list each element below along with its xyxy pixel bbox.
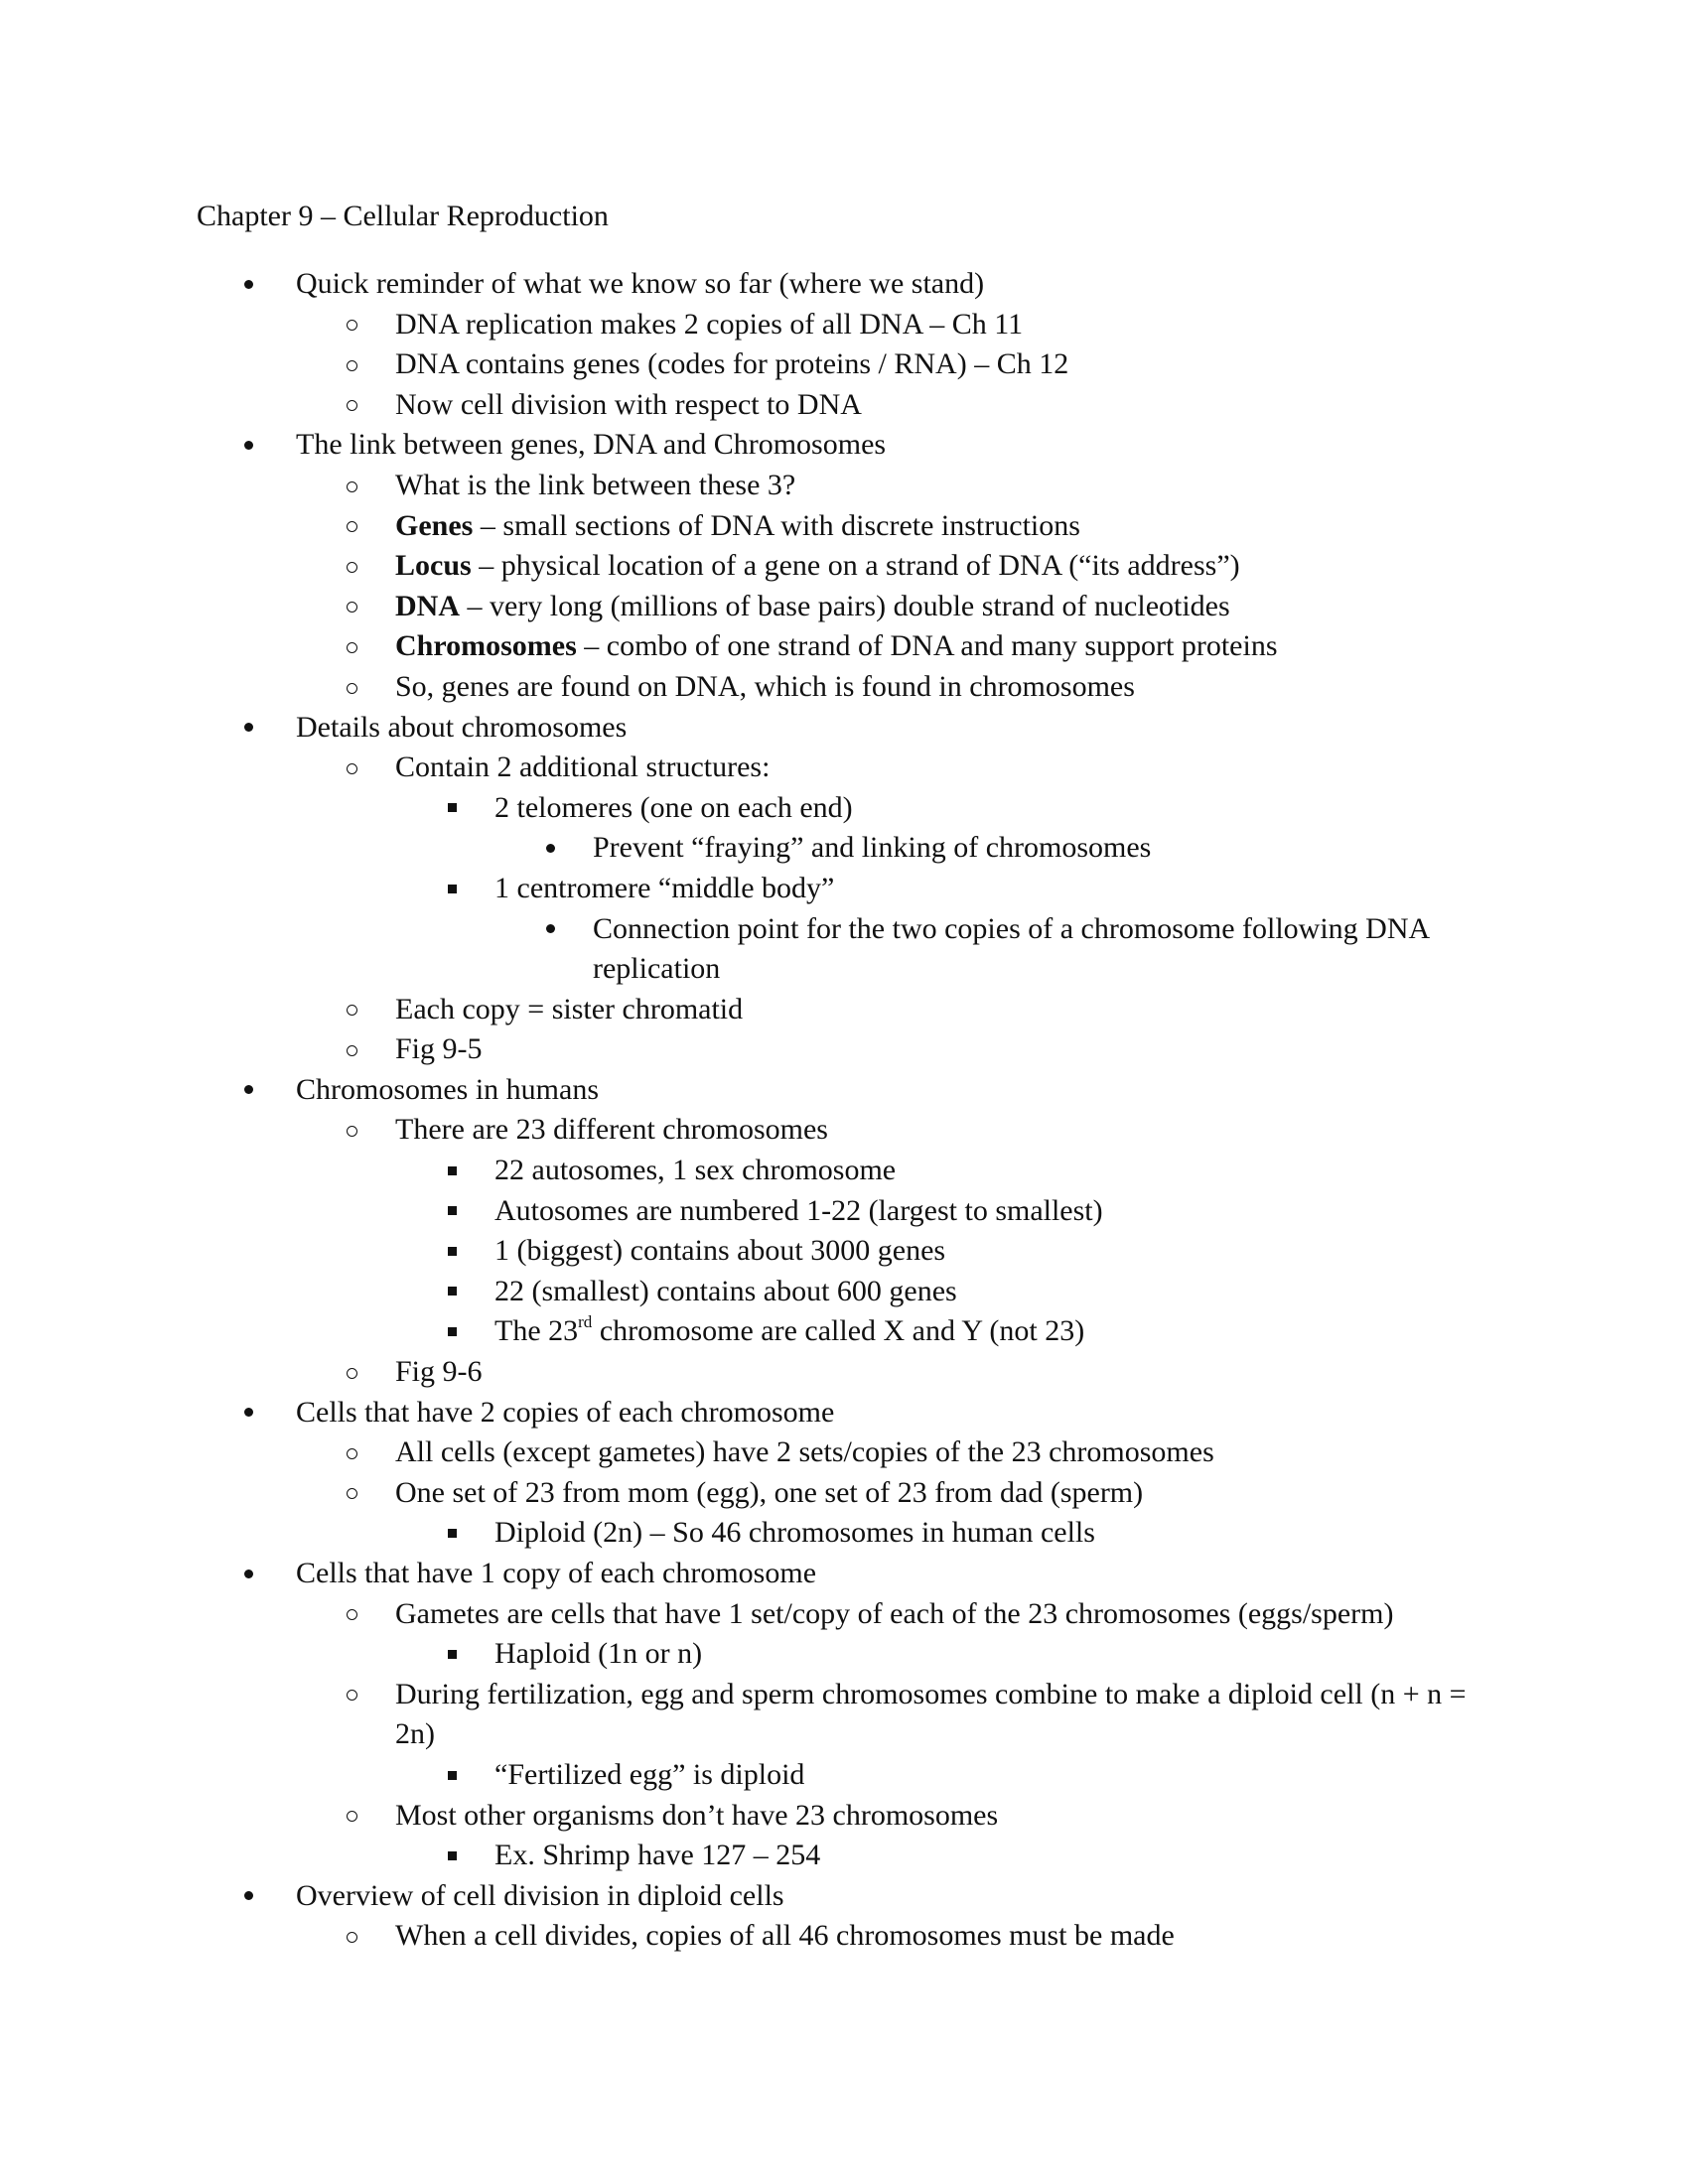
list-item: [0, 1916, 1688, 1957]
item-text: Chromosomes in humans: [296, 1072, 599, 1106]
list-item: [0, 1554, 1688, 1594]
list-item: [0, 1110, 1688, 1151]
item-text: Prevent “fraying” and linking of chromosomes: [593, 831, 1152, 865]
circle-bullet-icon: [347, 1005, 357, 1016]
circle-bullet-icon: [347, 481, 357, 492]
circle-bullet-icon: [347, 400, 357, 411]
circle-bullet-icon: [347, 1932, 357, 1943]
notes-outline: [0, 264, 1688, 1957]
list-item: [0, 344, 1688, 385]
definition-text: – combo of one strand of DNA and many support proteins: [576, 629, 1278, 663]
list-item: [0, 1433, 1688, 1473]
item-text: DNA contains genes (codes for proteins / RNA) – Ch 12: [395, 347, 1069, 381]
list-item: [0, 305, 1688, 345]
list-item: [0, 708, 1688, 749]
list-item: [0, 667, 1688, 708]
item-text: So, genes are found on DNA, which is found in chromosomes: [395, 669, 1135, 703]
item-text: When a cell divides, copies of all 46 chromosomes must be made: [395, 1919, 1175, 1953]
text-after: chromosome are called X and Y (not 23): [592, 1314, 1085, 1348]
square-bullet-icon: [448, 803, 457, 812]
square-bullet-icon: [448, 1287, 457, 1296]
item-text: Cells that have 2 copies of each chromosome: [296, 1395, 835, 1429]
circle-bullet-icon: [347, 320, 357, 331]
item-text: What is the link between these 3?: [395, 468, 796, 501]
chapter-title: Chapter 9 – Cellular Reproduction: [197, 200, 609, 232]
list-item: [0, 748, 1688, 788]
item-text: 22 autosomes, 1 sex chromosome: [494, 1154, 897, 1187]
bullet-icon: [546, 844, 555, 853]
item-text: Quick reminder of what we know so far (where we stand): [296, 267, 985, 300]
bullet-icon: [244, 1408, 253, 1417]
item-text: Ex. Shrimp have 127 – 254: [494, 1839, 821, 1872]
square-bullet-icon: [448, 1166, 457, 1175]
square-bullet-icon: [448, 1327, 457, 1336]
list-item: [0, 385, 1688, 426]
item-text: Haploid (1n or n): [494, 1637, 703, 1671]
item-text: 1 (biggest) contains about 3000 genes: [494, 1234, 946, 1268]
list-item: [0, 1272, 1688, 1312]
circle-bullet-icon: [347, 1368, 357, 1379]
item-text: Cells that have 1 copy of each chromosome: [296, 1557, 817, 1589]
list-item: [0, 1513, 1688, 1554]
bullet-icon: [546, 924, 555, 933]
item-text: 1 centromere “middle body”: [494, 871, 835, 904]
list-item: [0, 546, 1688, 587]
list-item: [0, 990, 1688, 1030]
item-text: Fig 9-5: [395, 1032, 483, 1066]
bullet-icon: [244, 723, 253, 732]
list-item: [0, 425, 1688, 466]
item-text: [395, 506, 1080, 547]
item-text: Details about chromosomes: [296, 710, 628, 744]
item-text: Gametes are cells that have 1 set/copy of each of the 23 chromosomes (eggs/sperm): [395, 1596, 1394, 1630]
square-bullet-icon: [448, 885, 457, 893]
list-item: [0, 869, 1688, 909]
item-text: 2 telomeres (one on each end): [494, 790, 853, 824]
list-item: [0, 626, 1688, 667]
list-item: [0, 1393, 1688, 1433]
bullet-icon: [244, 280, 253, 289]
item-text: Each copy = sister chromatid: [395, 992, 744, 1025]
item-text: All cells (except gametes) have 2 sets/copies of the 23 chromosomes: [395, 1435, 1214, 1469]
list-item: [0, 1675, 1688, 1755]
circle-bullet-icon: [347, 602, 357, 613]
list-item: [0, 1070, 1688, 1111]
term-dna: DNA: [395, 589, 460, 622]
bullet-icon: [244, 1085, 253, 1094]
list-item: [0, 466, 1688, 506]
square-bullet-icon: [448, 1206, 457, 1215]
circle-bullet-icon: [347, 683, 357, 694]
definition-text: – very long (millions of base pairs) double strand of nucleotides: [460, 589, 1230, 622]
square-bullet-icon: [448, 1529, 457, 1538]
item-text: [395, 546, 1240, 587]
list-item: [0, 828, 1688, 869]
list-item: [0, 264, 1688, 305]
item-text: Connection point for the two copies of a chromosome following DNA replication: [593, 911, 1429, 986]
list-item: [0, 1755, 1688, 1796]
square-bullet-icon: [448, 1247, 457, 1256]
item-text: Contain 2 additional structures:: [395, 751, 771, 784]
list-item: [0, 909, 1688, 990]
item-text: 22 (smallest) contains about 600 genes: [494, 1274, 957, 1307]
circle-bullet-icon: [347, 360, 357, 371]
item-text: “Fertilized egg” is diploid: [494, 1757, 805, 1791]
term-locus: Locus: [395, 549, 472, 583]
list-item: [0, 1151, 1688, 1191]
item-text: The link between genes, DNA and Chromosomes: [296, 428, 887, 462]
item-text: Diploid (2n) – So 46 chromosomes in human cells: [494, 1516, 1095, 1550]
item-text: DNA replication makes 2 copies of all DNA – Ch 11: [395, 307, 1024, 341]
item-text: Fig 9-6: [395, 1355, 483, 1389]
square-bullet-icon: [448, 1771, 457, 1780]
item-text: Overview of cell division in diploid cells: [296, 1878, 784, 1912]
item-text: Autosomes are numbered 1-22 (largest to smallest): [494, 1193, 1103, 1227]
list-item: [0, 1029, 1688, 1070]
circle-bullet-icon: [347, 1126, 357, 1137]
circle-bullet-icon: [347, 521, 357, 532]
list-item: [0, 1473, 1688, 1514]
item-text: [395, 626, 1278, 667]
list-item: [0, 1311, 1688, 1352]
list-item: [0, 506, 1688, 547]
item-text: Most other organisms don’t have 23 chromosomes: [395, 1798, 999, 1832]
circle-bullet-icon: [347, 1609, 357, 1620]
list-item: [0, 587, 1688, 627]
square-bullet-icon: [448, 1851, 457, 1860]
text-before: The 23: [494, 1314, 579, 1348]
circle-bullet-icon: [347, 1045, 357, 1056]
square-bullet-icon: [448, 1650, 457, 1659]
circle-bullet-icon: [347, 562, 357, 573]
list-item: [0, 1231, 1688, 1272]
circle-bullet-icon: [347, 1690, 357, 1701]
circle-bullet-icon: [347, 1448, 357, 1459]
item-text: [494, 1311, 1084, 1352]
term-chromosomes: Chromosomes: [395, 629, 577, 663]
list-item: [0, 1836, 1688, 1876]
item-text: Now cell division with respect to DNA: [395, 387, 862, 421]
circle-bullet-icon: [347, 642, 357, 653]
circle-bullet-icon: [347, 763, 357, 774]
item-text: During fertilization, egg and sperm chromosomes combine to make a diploid cell (n + n = 2n): [395, 1677, 1467, 1751]
bullet-icon: [244, 1570, 253, 1578]
circle-bullet-icon: [347, 1811, 357, 1822]
list-item: [0, 1352, 1688, 1393]
circle-bullet-icon: [347, 1488, 357, 1499]
list-item: [0, 788, 1688, 829]
item-text: There are 23 different chromosomes: [395, 1113, 828, 1147]
list-item: [0, 1876, 1688, 1917]
list-item: [0, 1634, 1688, 1675]
item-text: One set of 23 from mom (egg), one set of 23 from dad (sperm): [395, 1475, 1144, 1509]
item-text: [395, 587, 1230, 627]
definition-text: – small sections of DNA with discrete instructions: [473, 508, 1080, 542]
list-item: [0, 1796, 1688, 1837]
term-genes: Genes: [395, 508, 474, 542]
list-item: [0, 1191, 1688, 1232]
list-item: [0, 1594, 1688, 1635]
bullet-icon: [244, 1891, 253, 1900]
ordinal-superscript: rd: [578, 1312, 593, 1332]
bullet-icon: [244, 441, 253, 450]
definition-text: – physical location of a gene on a strand of DNA (“its address”): [471, 549, 1240, 583]
